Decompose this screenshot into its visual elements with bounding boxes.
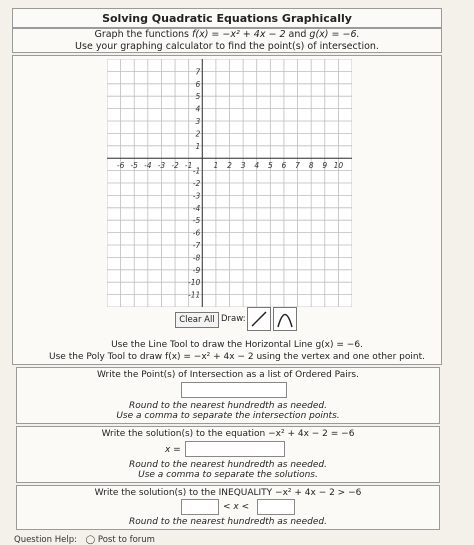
g-expression: g(x) = −6. — [309, 29, 360, 40]
instructions-line2: Use your graphing calculator to find the point(s) of intersection. — [75, 41, 379, 52]
parabola-tool-icon — [274, 308, 296, 330]
x-tick-label: -4 — [144, 161, 152, 171]
x-tick-label: 2 — [227, 161, 232, 171]
draw-label: Draw: — [221, 314, 246, 324]
page-title — [12, 8, 442, 28]
title-text: Solving Quadratic Equations Graphically — [102, 12, 352, 25]
y-tick-label: -6 — [192, 228, 201, 238]
y-tick-label: 6 — [195, 79, 201, 89]
q1-note-round: Round to the nearest hundredth as needed. — [129, 401, 327, 411]
poly-tool-button[interactable] — [273, 307, 297, 331]
x-tick-label: 3 — [240, 161, 246, 171]
y-tick-label: -9 — [192, 265, 201, 275]
clear-all-button[interactable] — [175, 312, 219, 328]
coordinate-grid[interactable] — [107, 59, 352, 307]
y-tick-label: -1 — [192, 166, 201, 176]
question-help-label: Question Help: — [14, 535, 77, 545]
q1-prompt: Write the Point(s) of Intersection as a list of Ordered Pairs. — [97, 370, 359, 380]
question-help-bar — [14, 535, 155, 545]
y-tick-label: -4 — [192, 203, 201, 213]
y-tick-label: 2 — [195, 129, 201, 139]
y-tick-label: -11 — [188, 290, 201, 300]
instructions-and: and — [285, 29, 310, 40]
y-tick-label: 1 — [195, 141, 201, 151]
x-tick-label: 4 — [254, 161, 260, 171]
x-tick-label: -5 — [130, 161, 138, 171]
instructions-prefix: Graph the functions — [94, 29, 193, 40]
equation-solutions-input[interactable] — [185, 441, 285, 457]
q1-note-comma: Use a comma to separate the intersection points. — [116, 411, 340, 421]
x-tick-label: 10 — [333, 161, 344, 171]
x-equals-label: x = — [165, 445, 181, 455]
x-tick-label: 9 — [322, 161, 328, 171]
x-tick-label: -3 — [157, 161, 166, 171]
question-inequality-solutions — [16, 485, 440, 530]
inequality-upper-bound-input[interactable] — [257, 499, 295, 515]
line-tool-button[interactable] — [247, 307, 271, 331]
post-to-forum-label: Post to forum — [97, 535, 155, 545]
post-to-forum-link[interactable] — [86, 535, 155, 545]
q2-prompt: Write the solution(s) to the equation −x² + 4x − 2 = −6 — [101, 429, 355, 439]
y-tick-label: -3 — [192, 191, 201, 201]
poly-tool-instruction: Use the Poly Tool to draw f(x) = −x² + 4x − 2 using the vertex and one other point. — [49, 352, 425, 362]
chat-bubble-icon: ◯ — [85, 535, 96, 545]
x-tick-label: 7 — [295, 161, 300, 171]
x-tick-label: 6 — [281, 161, 287, 171]
clear-all-label: Clear All — [179, 315, 215, 325]
question-equation-solutions — [16, 426, 440, 483]
q3-note-round: Round to the nearest hundredth as needed. — [129, 517, 327, 527]
y-tick-label: -5 — [192, 216, 201, 226]
graph-panel — [12, 55, 442, 365]
y-tick-label: -7 — [192, 241, 201, 250]
y-tick-label: -8 — [192, 253, 201, 263]
x-tick-label: 1 — [213, 161, 219, 171]
q2-note-comma: Use a comma to separate the solutions. — [138, 470, 318, 480]
y-tick-label: -2 — [192, 179, 201, 188]
y-tick-label: 7 — [195, 67, 201, 77]
x-tick-label: 5 — [267, 161, 273, 171]
inequality-middle-label: < x < — [223, 502, 250, 512]
y-tick-label: -10 — [188, 278, 201, 288]
line-tool-instruction: Use the Line Tool to draw the Horizontal Line g(x) = −6. — [111, 340, 363, 350]
question-intersection-points — [16, 367, 440, 424]
y-tick-label: 5 — [195, 92, 201, 102]
line-tool-icon — [248, 308, 270, 330]
inequality-lower-bound-input[interactable] — [181, 499, 219, 515]
x-tick-label: -1 — [184, 161, 193, 171]
instructions — [12, 28, 442, 53]
intersection-points-input[interactable] — [181, 382, 287, 398]
x-tick-label: -2 — [171, 161, 179, 171]
y-tick-label: 3 — [195, 117, 201, 126]
y-tick-label: 4 — [195, 104, 201, 114]
instructions-line1 — [13, 29, 441, 41]
f-expression: f(x) = −x² + 4x − 2 — [192, 29, 286, 40]
q2-note-round: Round to the nearest hundredth as needed. — [129, 460, 327, 470]
x-tick-label: 8 — [308, 161, 314, 171]
x-tick-label: -6 — [116, 161, 125, 171]
q3-prompt: Write the solution(s) to the INEQUALITY −x² + 4x − 2 > −6 — [94, 488, 362, 498]
